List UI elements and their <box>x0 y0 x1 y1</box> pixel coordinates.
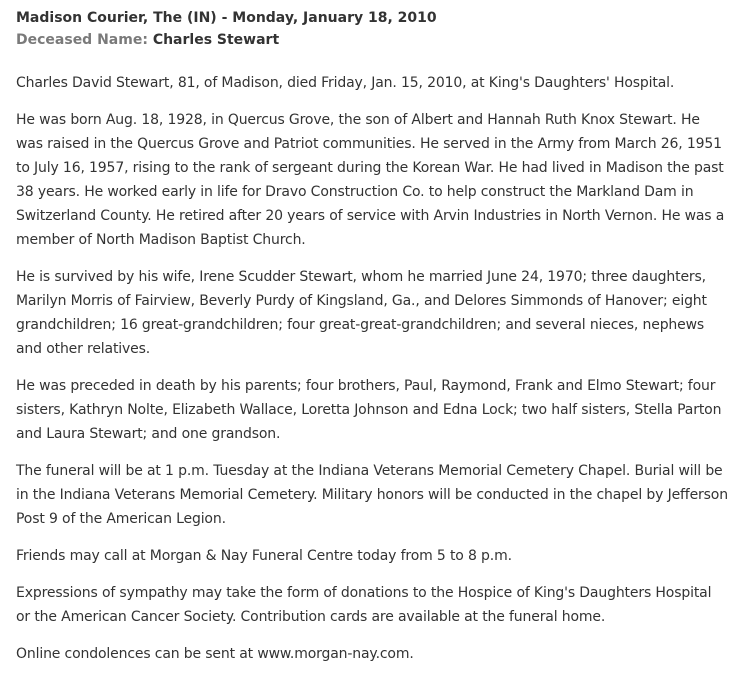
newspaper-name: Madison Courier, The (IN) <box>16 10 217 26</box>
obituary-header <box>16 7 726 51</box>
paragraph-biography: He was born Aug. 18, 1928, in Quercus Grove, the son of Albert and Hannah Ruth Knox Stewart. He was raised in the Quercus Grove and Patriot communities. He served in the Army from March 26, 1951 to July 16, 1957, rising to the rank of sergeant during the Korean War. He had lived in Madison the past 38 years. He worked early in life for Dravo Construction Co. to help construct the Markland Dam in Switzerland County. He retired after 20 years of service with Arvin Industries in North Vernon. He was a member of North Madison Baptist Church. <box>16 112 725 248</box>
deceased-line <box>16 29 726 51</box>
paragraph-death-notice: Charles David Stewart, 81, of Madison, died Friday, Jan. 15, 2010, at King's Daughters' Hospital. <box>16 75 675 91</box>
publication-date: Monday, January 18, 2010 <box>232 10 437 26</box>
source-line <box>16 7 726 29</box>
paragraph-condolences: Online condolences can be sent at www.morgan-nay.com. <box>16 646 414 662</box>
paragraph-preceded-in-death: He was preceded in death by his parents; four brothers, Paul, Raymond, Frank and Elmo Stewart; four sisters, Kathryn Nolte, Elizabeth Wallace, Loretta Johnson and Edna Lock; two half sisters, Stella Parton and Laura Stewart; and one grandson. <box>16 378 722 442</box>
paragraph-visitation: Friends may call at Morgan & Nay Funeral Centre today from 5 to 8 p.m. <box>16 548 512 564</box>
paragraph-survivors: He is survived by his wife, Irene Scudder Stewart, whom he married June 24, 1970; three daughters, Marilyn Morris of Fairview, Beverly Purdy of Kingsland, Ga., and Delores Simmonds of Hanover; eight grandchildren; 16 great-grandchildren; four great-great-grandchildren; and several nieces, nephews and other relatives. <box>16 269 707 357</box>
obituary-body <box>16 71 728 679</box>
deceased-name-label: Deceased Name: <box>16 32 148 48</box>
paragraph-funeral: The funeral will be at 1 p.m. Tuesday at the Indiana Veterans Memorial Cemetery Chapel. Burial will be in the Indiana Veterans Memorial Cemetery. Military honors will be conducted in the chapel by Jefferson Post 9 of the American Legion. <box>16 463 728 527</box>
deceased-name-value: Charles Stewart <box>152 32 280 48</box>
paragraph-memorials: Expressions of sympathy may take the form of donations to the Hospice of King's Daughters Hospital or the American Cancer Society. Contribution cards are available at the funeral home. <box>16 585 712 625</box>
header-separator: - <box>216 10 233 26</box>
